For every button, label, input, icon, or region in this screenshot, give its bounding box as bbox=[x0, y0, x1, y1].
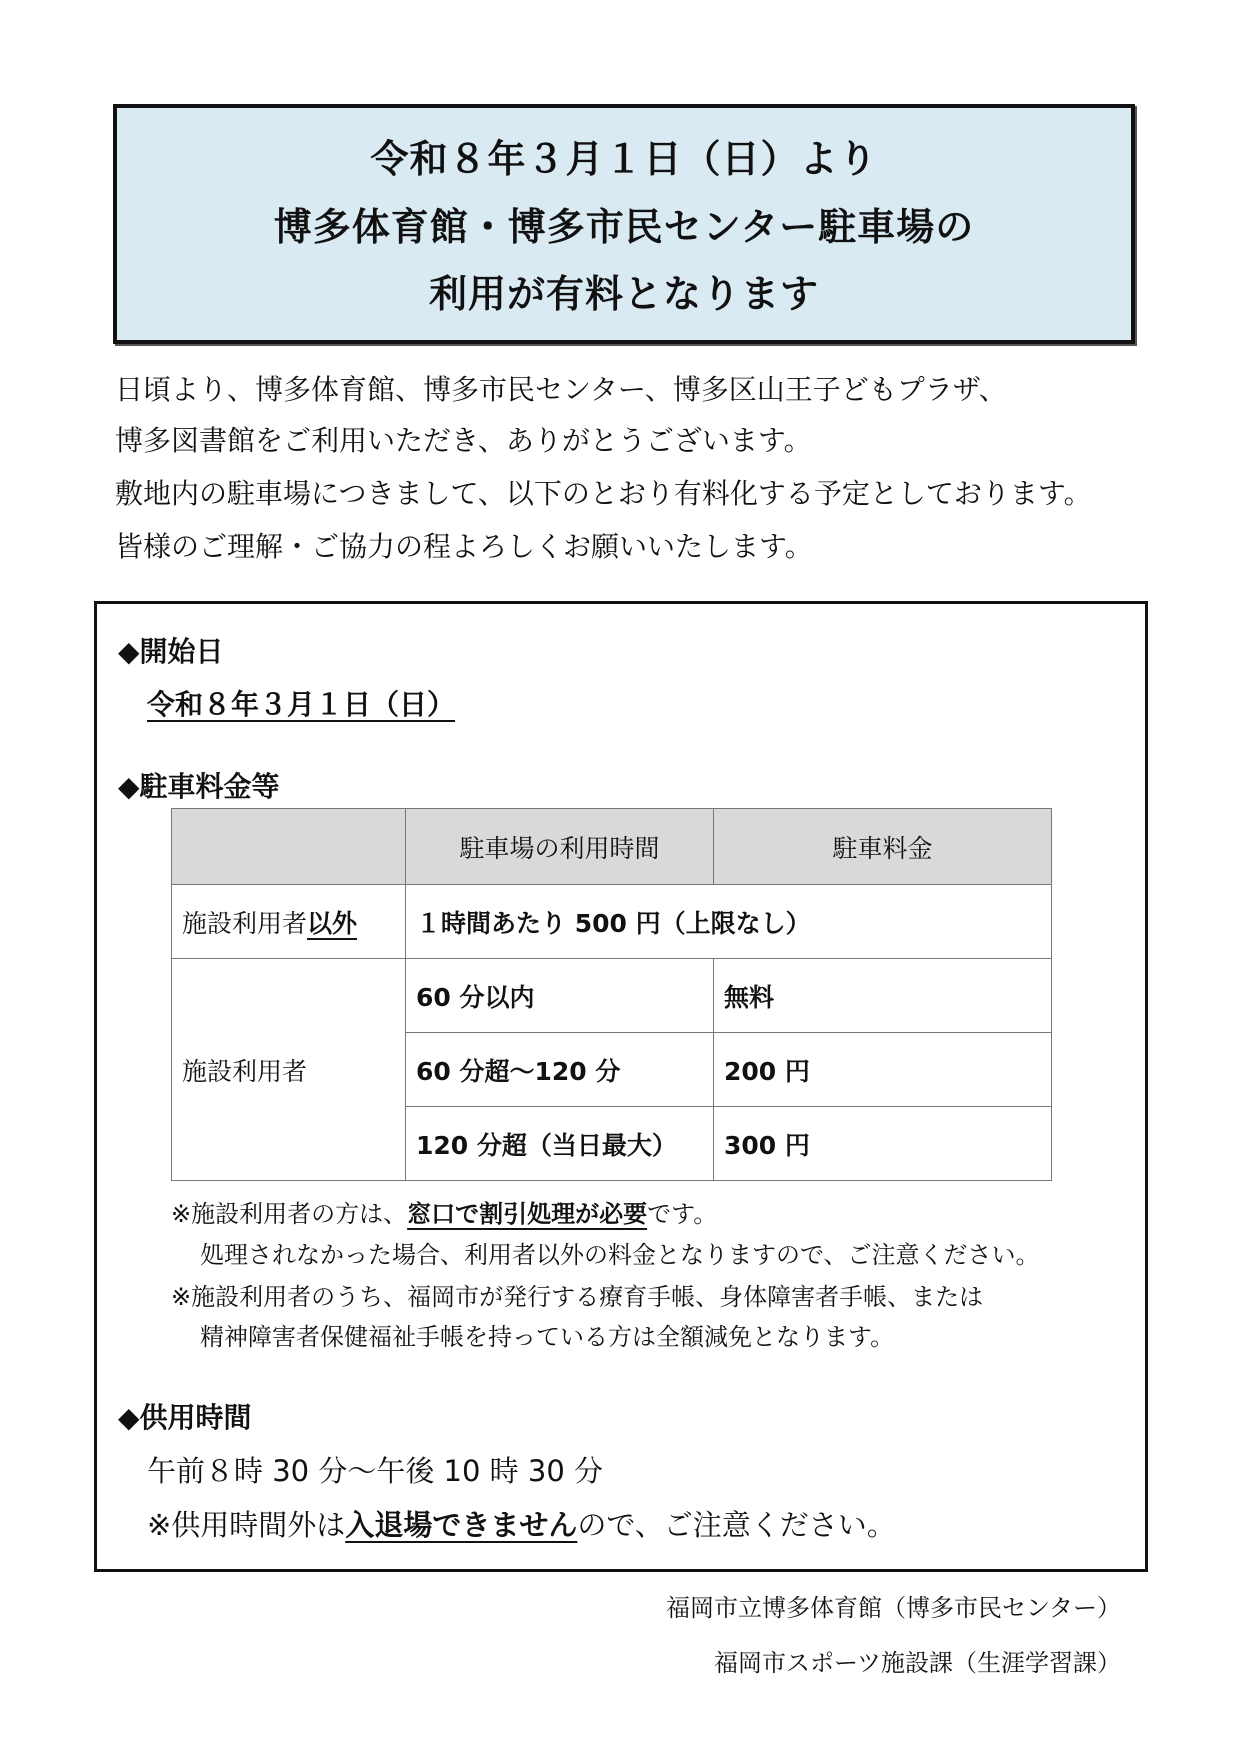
hours-heading: ◆供用時間 bbox=[118, 1401, 252, 1434]
label-emphasis: 以外 bbox=[307, 908, 358, 938]
title-box bbox=[113, 104, 1135, 344]
intro-line-1: 日頃より、博多体育館、博多市民センター、博多区山王子どもプラザ、 bbox=[115, 373, 1007, 406]
intro-line-4: 皆様のご理解・ご協力の程よろしくお願いいたします。 bbox=[115, 530, 813, 563]
footer-line-1: 福岡市立博多体育館（博多市民センター） bbox=[665, 1594, 1121, 1622]
non-user-label bbox=[172, 885, 406, 959]
table-row bbox=[172, 959, 1052, 1033]
note-3: ※施設利用者のうち、福岡市が発行する療育手帳、身体障害者手帳、または bbox=[171, 1283, 984, 1311]
footer-line-2: 福岡市スポーツ施設課（生涯学習課） bbox=[713, 1649, 1121, 1677]
time-cell: 60 分超～120 分 bbox=[406, 1033, 714, 1107]
fee-cell: 300 円 bbox=[714, 1107, 1052, 1181]
non-user-fee: １時間あたり 500 円（上限なし） bbox=[406, 885, 1052, 959]
note-1 bbox=[171, 1194, 717, 1229]
fees-heading: ◆駐車料金等 bbox=[118, 770, 280, 803]
header-fee: 駐車料金 bbox=[714, 809, 1052, 885]
note-1-emphasis: 窓口で割引処理が必要 bbox=[407, 1200, 648, 1228]
intro-line-2: 博多図書館をご利用いただき、ありがとうございます。 bbox=[115, 424, 812, 457]
hours-note-a: ※供用時間外は bbox=[147, 1508, 346, 1542]
table-row bbox=[172, 885, 1052, 959]
hours-time: 午前８時 30 分～午後 10 時 30 分 bbox=[147, 1454, 604, 1488]
intro-line-3: 敷地内の駐車場につきまして、以下のとおり有料化する予定としております。 bbox=[115, 477, 1092, 510]
note-1-c: です。 bbox=[647, 1200, 718, 1228]
user-label: 施設利用者 bbox=[172, 959, 406, 1181]
header-empty bbox=[172, 809, 406, 885]
time-cell: 120 分超（当日最大） bbox=[406, 1107, 714, 1181]
hours-note-c: ので、ご注意ください。 bbox=[577, 1508, 896, 1542]
title-line-3: 利用が有料となります bbox=[428, 272, 819, 316]
note-2: 処理されなかった場合、利用者以外の料金となりますので、ご注意ください。 bbox=[200, 1241, 1040, 1269]
fee-table bbox=[171, 808, 1052, 1181]
header-time: 駐車場の利用時間 bbox=[406, 809, 714, 885]
table-header-row bbox=[172, 809, 1052, 885]
hours-note bbox=[147, 1503, 896, 1544]
fee-cell: 無料 bbox=[714, 959, 1052, 1033]
fee-cell: 200 円 bbox=[714, 1033, 1052, 1107]
start-date: 令和８年３月１日（日） bbox=[147, 688, 456, 721]
note-1-a: ※施設利用者の方は、 bbox=[171, 1200, 408, 1228]
hours-note-emphasis: 入退場できません bbox=[345, 1508, 578, 1542]
title-line-1: 令和８年３月１日（日）より bbox=[370, 137, 878, 181]
label-text: 施設利用者 bbox=[182, 908, 308, 938]
title-line-2: 博多体育館・博多市民センター駐車場の bbox=[273, 205, 975, 249]
start-heading: ◆開始日 bbox=[118, 635, 224, 668]
time-cell: 60 分以内 bbox=[406, 959, 714, 1033]
note-4: 精神障害者保健福祉手帳を持っている方は全額減免となります。 bbox=[200, 1323, 895, 1351]
